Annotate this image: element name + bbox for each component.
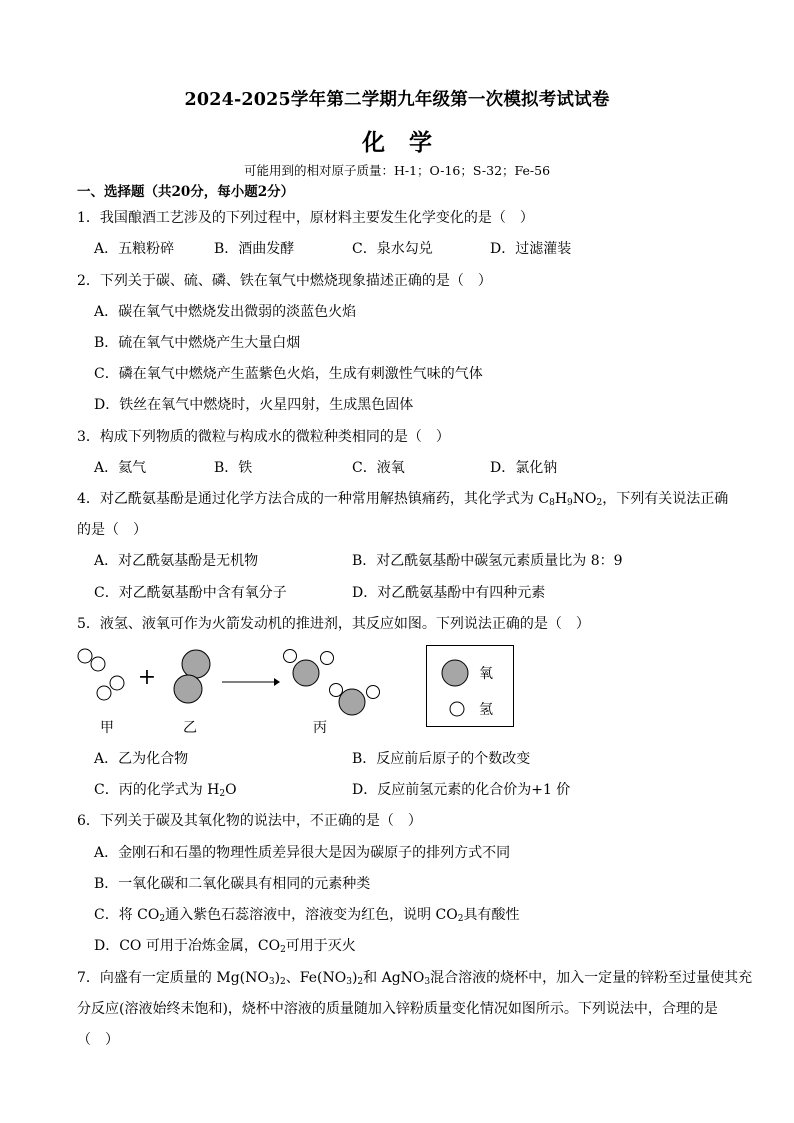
- question-6-option-d: D．CO 可用于冶炼金属，$CO_2$可用于灭火: [94, 938, 356, 955]
- question-7-stem-line-3: （ ）: [77, 1032, 119, 1048]
- section-heading: 一、选择题（共20分，每小题2分）: [77, 184, 295, 200]
- oxygen-atom: [174, 675, 202, 703]
- legend-hydrogen-atom: [450, 702, 464, 716]
- question-7-stem-line-2: 分反应(溶液始终未饱和)，烧杯中溶液的质量随加入锌粉质量变化情况如图所示。下列说法中，合理的是: [77, 1001, 718, 1017]
- oxygen-atom: [339, 689, 365, 715]
- legend-svg: [427, 646, 513, 726]
- hydrogen-atom: [97, 686, 111, 700]
- question-5-option-b: B．反应前后原子的个数改变: [352, 751, 531, 767]
- question-2-option-a: A．碳在氧气中燃烧发出微弱的淡蓝色火焰: [94, 304, 357, 320]
- hydrogen-atom: [284, 650, 297, 663]
- question-2-option-d: D．铁丝在氧气中燃烧时，火星四射，生成黑色固体: [94, 397, 414, 413]
- question-6-option-c: C．将 $CO_2$通入紫色石蕊溶液中，溶液变为红色，说明 $CO_2$具有酸性: [94, 907, 520, 924]
- question-3-option-a: A．氦气: [94, 460, 147, 476]
- question-1-stem: 1．我国酿酒工艺涉及的下列过程中，原材料主要发生化学变化的是（ ）: [77, 210, 534, 226]
- question-1-option-c: C．泉水勾兑: [352, 241, 433, 257]
- hydrogen-atom: [367, 686, 380, 699]
- legend-oxygen-label: 氧: [479, 666, 493, 682]
- question-3-option-d: D．氯化钠: [490, 460, 558, 476]
- subject-title: 化学: [362, 129, 456, 156]
- question-2-stem: 2．下列关于碳、硫、磷、铁在氧气中燃烧现象描述正确的是（ ）: [77, 273, 492, 289]
- question-4-option-d: D．对乙酰氨基酚中有四种元素: [352, 585, 546, 601]
- question-6-stem: 6．下列关于碳及其氧化物的说法中，不正确的是（ ）: [77, 813, 422, 829]
- oxygen-atom: [182, 650, 210, 678]
- exam-title: 2024-2025学年第二学期九年级第一次模拟考试试卷: [184, 90, 610, 110]
- question-5-option-a: A．乙为化合物: [94, 751, 189, 767]
- question-7-stem: 7．向盛有一定质量的 $Mg(NO_3)_2$、$Fe(NO_3)_2$和 AgNO$_3$混合溶液的烧杯中，加入一定量的锌粉至过量使其充: [77, 970, 753, 987]
- question-3-stem: 3．构成下列物质的微粒与构成水的微粒种类相同的是（ ）: [77, 429, 450, 445]
- question-1-option-a: A．五粮粉碎: [94, 241, 175, 257]
- question-4-option-b: B．对乙酰氨基酚中碳氢元素质量比为 8：9: [352, 553, 623, 569]
- question-6-option-a: A．金刚石和石墨的物理性质差异很大是因为碳原子的排列方式不同: [94, 845, 511, 861]
- hydrogen-atom: [110, 676, 124, 690]
- question-4-stem-line-2: 的是（ ）: [77, 522, 147, 538]
- hydrogen-atom: [330, 684, 343, 697]
- hydrogen-atom: [78, 649, 92, 663]
- question-2-option-c: C．磷在氧气中燃烧产生蓝紫色火焰，生成有刺激性气味的气体: [94, 366, 483, 382]
- reaction-arrow: [222, 678, 280, 686]
- oxygen-atom: [293, 660, 319, 686]
- question-5-option-d: D．反应前氢元素的化合价为+1 价: [352, 782, 571, 798]
- label-bing: 丙: [313, 720, 327, 736]
- label-jia: 甲: [100, 720, 114, 736]
- question-5-stem: 5．液氢、液氧可作为火箭发动机的推进剂，其反应如图。下列说法正确的是（ ）: [77, 616, 590, 632]
- question-3-option-c: C．液氧: [352, 460, 405, 476]
- question-2-option-b: B．硫在氧气中燃烧产生大量白烟: [94, 335, 301, 351]
- hydrogen-atom: [91, 657, 105, 671]
- question-4-option-c: C．对乙酰氨基酚中含有氧分子: [94, 585, 287, 601]
- question-1-option-d: D．过滤灌装: [490, 241, 572, 257]
- legend-oxygen-atom: [442, 660, 468, 686]
- molecule-bing: [284, 650, 380, 716]
- plus-sign: +: [137, 665, 157, 690]
- atomic-masses-note: 可能用到的相对原子质量：H-1；O-16；S-32；Fe-56: [243, 163, 551, 178]
- question-4-stem: 4．对乙酰氨基酚是通过化学方法合成的一种常用解热镇痛药，其化学式为 $C_8H_9NO_2$，下列有关说法正确: [77, 491, 729, 508]
- question-1-option-b: B．酒曲发酵: [214, 241, 295, 257]
- label-yi: 乙: [183, 720, 197, 736]
- legend-box: [426, 645, 514, 727]
- question-6-option-b: B．一氧化碳和二氧化碳具有相同的元素种类: [94, 876, 371, 892]
- molecule-jia: [78, 649, 124, 700]
- question-5-option-c: C．丙的化学式为 $H_2O$: [94, 782, 237, 799]
- question-4-option-a: A．对乙酰氨基酚是无机物: [94, 553, 259, 569]
- legend-hydrogen-label: 氢: [479, 702, 493, 718]
- molecule-yi: [174, 650, 210, 703]
- question-3-option-b: B．铁: [214, 460, 253, 476]
- hydrogen-atom: [321, 652, 334, 665]
